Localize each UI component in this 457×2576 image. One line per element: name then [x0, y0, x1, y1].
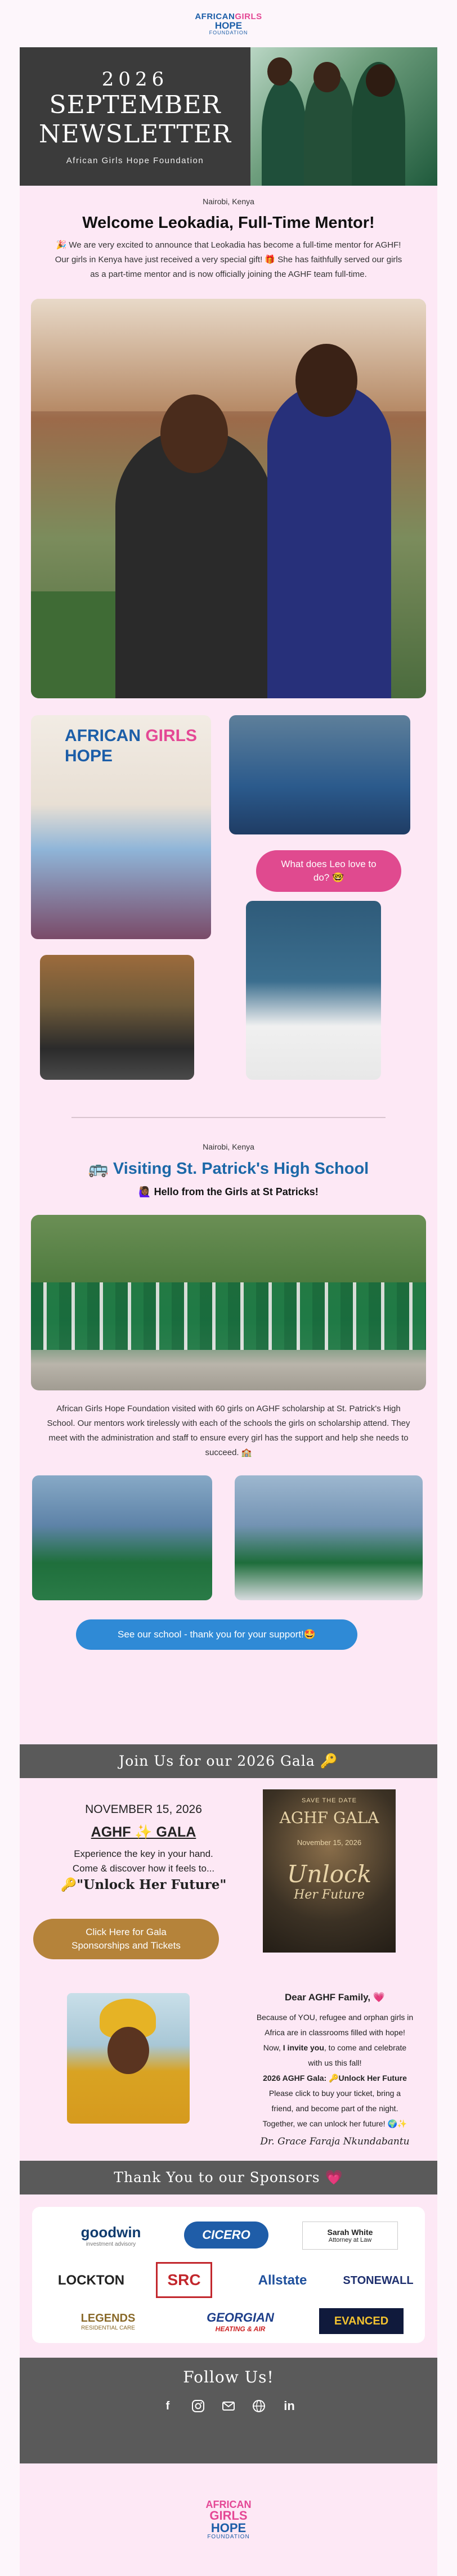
letter-line: with us this fall!: [308, 2058, 362, 2067]
leokadia-photo: [31, 299, 426, 698]
section2-subtitle: 🙋🏾‍♀️ Hello from the Girls at St Patricks!: [138, 1186, 319, 1197]
letter-text: , to come and celebrate: [324, 2043, 407, 2052]
poster-unlock: Unlock: [286, 1860, 372, 1888]
hero-title-line2: NEWSLETTER: [38, 119, 232, 149]
linkedin-icon[interactable]: in: [284, 2399, 295, 2413]
gala-header: Join Us for our 2026 Gala 🔑: [20, 1744, 437, 1778]
letter-line: friend, and become part of the night.: [271, 2104, 398, 2113]
email-icon[interactable]: [221, 2399, 236, 2413]
sponsor-goodwin-name: goodwin: [80, 2224, 141, 2241]
letter-line: [245, 2040, 425, 2056]
gala-tickets-button[interactable]: Click Here for Gala Sponsorships and Tickets: [33, 1919, 219, 1959]
leo-love-button[interactable]: What does Leo love to do? 🤓: [256, 850, 401, 892]
sponsors-card: [32, 2207, 425, 2343]
section2-body: African Girls Hope Foundation visited with 60 girls on AGHF scholarship at St. Patrick's High School. Our mentors work tirelessly with each of the schools the girls on scholarship attend. They meet with the administration and staff to ensure every girl has the support and help she needs to succeed. 🏫: [47, 1404, 410, 1457]
footer-logo-girls: GIRLS: [209, 2508, 248, 2523]
hero-photo: [250, 47, 437, 186]
sponsor-georgian[interactable]: [190, 2308, 291, 2335]
follow-title: Follow Us!: [183, 2368, 274, 2386]
gala-quote: 🔑"Unlock Her Future": [60, 1877, 227, 1892]
poster-top: SAVE THE DATE: [302, 1797, 357, 1804]
footer-logo-foundation: FOUNDATION: [207, 2534, 250, 2540]
footer-logo-african: AFRICAN: [205, 2499, 252, 2510]
photo-classroom: [229, 715, 410, 834]
section1-title: Welcome Leokadia, Full-Time Mentor!: [82, 214, 375, 232]
letter-invite: I invite you: [283, 2043, 324, 2052]
grace-photo: [67, 1993, 190, 2124]
footer-logo[interactable]: [20, 2463, 437, 2576]
letter-text: Now,: [263, 2043, 283, 2052]
letter-line: Africa are in classrooms filled with hope!: [265, 2028, 405, 2037]
sponsor-georgian-name: GEORGIAN: [207, 2310, 274, 2324]
gala-text: [59, 1847, 228, 1876]
gala-title: AGHF ✨ GALA: [91, 1824, 196, 1840]
facebook-icon[interactable]: f: [165, 2399, 170, 2412]
poster-date: November 15, 2026: [297, 1838, 362, 1847]
hero-title-line1: SEPTEMBER: [49, 90, 221, 119]
logo-foundation: FOUNDATION: [209, 29, 248, 35]
sponsor-legends-name: LEGENDS: [80, 2312, 136, 2324]
photo-mentor-chalkboard: [246, 901, 381, 1080]
sponsor-allstate[interactable]: Allstate: [258, 2273, 307, 2288]
letter-gala-line: 2026 AGHF Gala: 🔑Unlock Her Future: [263, 2074, 407, 2083]
photo-girls-logo-wall: AFRICAN GIRLS HOPE: [31, 715, 211, 939]
section2-title: 🚌 Visiting St. Patrick's High School: [88, 1160, 369, 1178]
hero-year: 2026: [101, 68, 169, 91]
hero-banner: [20, 47, 437, 186]
see-school-button[interactable]: See our school - thank you for your support!🤩: [76, 1619, 357, 1650]
photo-students-books: [235, 1475, 423, 1600]
section1-location: Nairobi, Kenya: [203, 197, 254, 206]
section2-location: Nairobi, Kenya: [203, 1142, 254, 1151]
photo-students-desks: [32, 1475, 212, 1600]
header-logo[interactable]: [0, 0, 457, 47]
follow-section: [20, 2358, 437, 2463]
sponsor-legends[interactable]: [55, 2308, 162, 2335]
hero-subtitle: African Girls Hope Foundation: [66, 155, 204, 165]
section-divider: [71, 1117, 386, 1118]
instagram-icon[interactable]: [191, 2399, 205, 2413]
logo-girls: GIRLS: [235, 11, 262, 21]
sponsor-goodwin-tag: investment advisory: [86, 2241, 136, 2247]
section1-body: 🎉 We are very excited to announce that Leokadia has become a full-time mentor for AGHF! Our girls in Kenya have just received a very special gift! 🎁 She has faithfully served our girls as a part-time mentor and is now officially joining the AGHF team full-time.: [55, 240, 402, 279]
letter-signature: Dr. Grace Faraja Nkundabantu: [260, 2136, 410, 2147]
sponsor-goodwin[interactable]: [60, 2222, 162, 2250]
poster-title: AGHF GALA: [279, 1808, 379, 1827]
logo-hope: HOPE: [214, 20, 243, 31]
sponsor-sarah-white[interactable]: [302, 2222, 398, 2250]
gala-date: NOVEMBER 15, 2026: [85, 1803, 202, 1816]
gala-text-line2: Come & discover how it feels to...: [72, 1863, 215, 1874]
sponsor-cicero[interactable]: CICERO: [184, 2222, 268, 2249]
logo-african: AFRICAN: [195, 11, 235, 21]
website-icon[interactable]: [252, 2399, 266, 2413]
sponsor-lockton[interactable]: LOCKTON: [57, 2273, 125, 2288]
sponsor-src[interactable]: SRC: [156, 2262, 212, 2298]
gala-poster[interactable]: [263, 1789, 396, 1953]
letter-line: Because of YOU, refugee and orphan girls in: [256, 2013, 414, 2022]
sponsor-sarah-tag: Attorney at Law: [328, 2237, 372, 2243]
sponsor-sarah-name: Sarah White: [327, 2228, 373, 2237]
photo-school-group: [31, 1215, 426, 1390]
sponsors-header: Thank You to our Sponsors 💗: [20, 2161, 437, 2194]
gala-text-line1: Experience the key in your hand.: [74, 1848, 213, 1859]
photo-group-staff: [40, 955, 194, 1080]
poster-her: Her Future: [294, 1888, 365, 1902]
sponsor-stonewall[interactable]: STONEWALL: [343, 2274, 414, 2287]
sponsor-georgian-tag: HEATING & AIR: [215, 2325, 266, 2333]
letter-line: Together, we can unlock her future! 🌍✨: [262, 2119, 407, 2128]
letter-greeting: Dear AGHF Family, 💗: [285, 1992, 385, 2003]
footer-logo-hope: HOPE: [210, 2521, 247, 2535]
letter-body: [245, 2010, 425, 2131]
sponsor-legends-tag: RESIDENTIAL CARE: [81, 2325, 135, 2331]
letter-line: Please click to buy your ticket, bring a: [268, 2089, 401, 2098]
sponsor-evanced[interactable]: EVANCED: [319, 2308, 404, 2334]
